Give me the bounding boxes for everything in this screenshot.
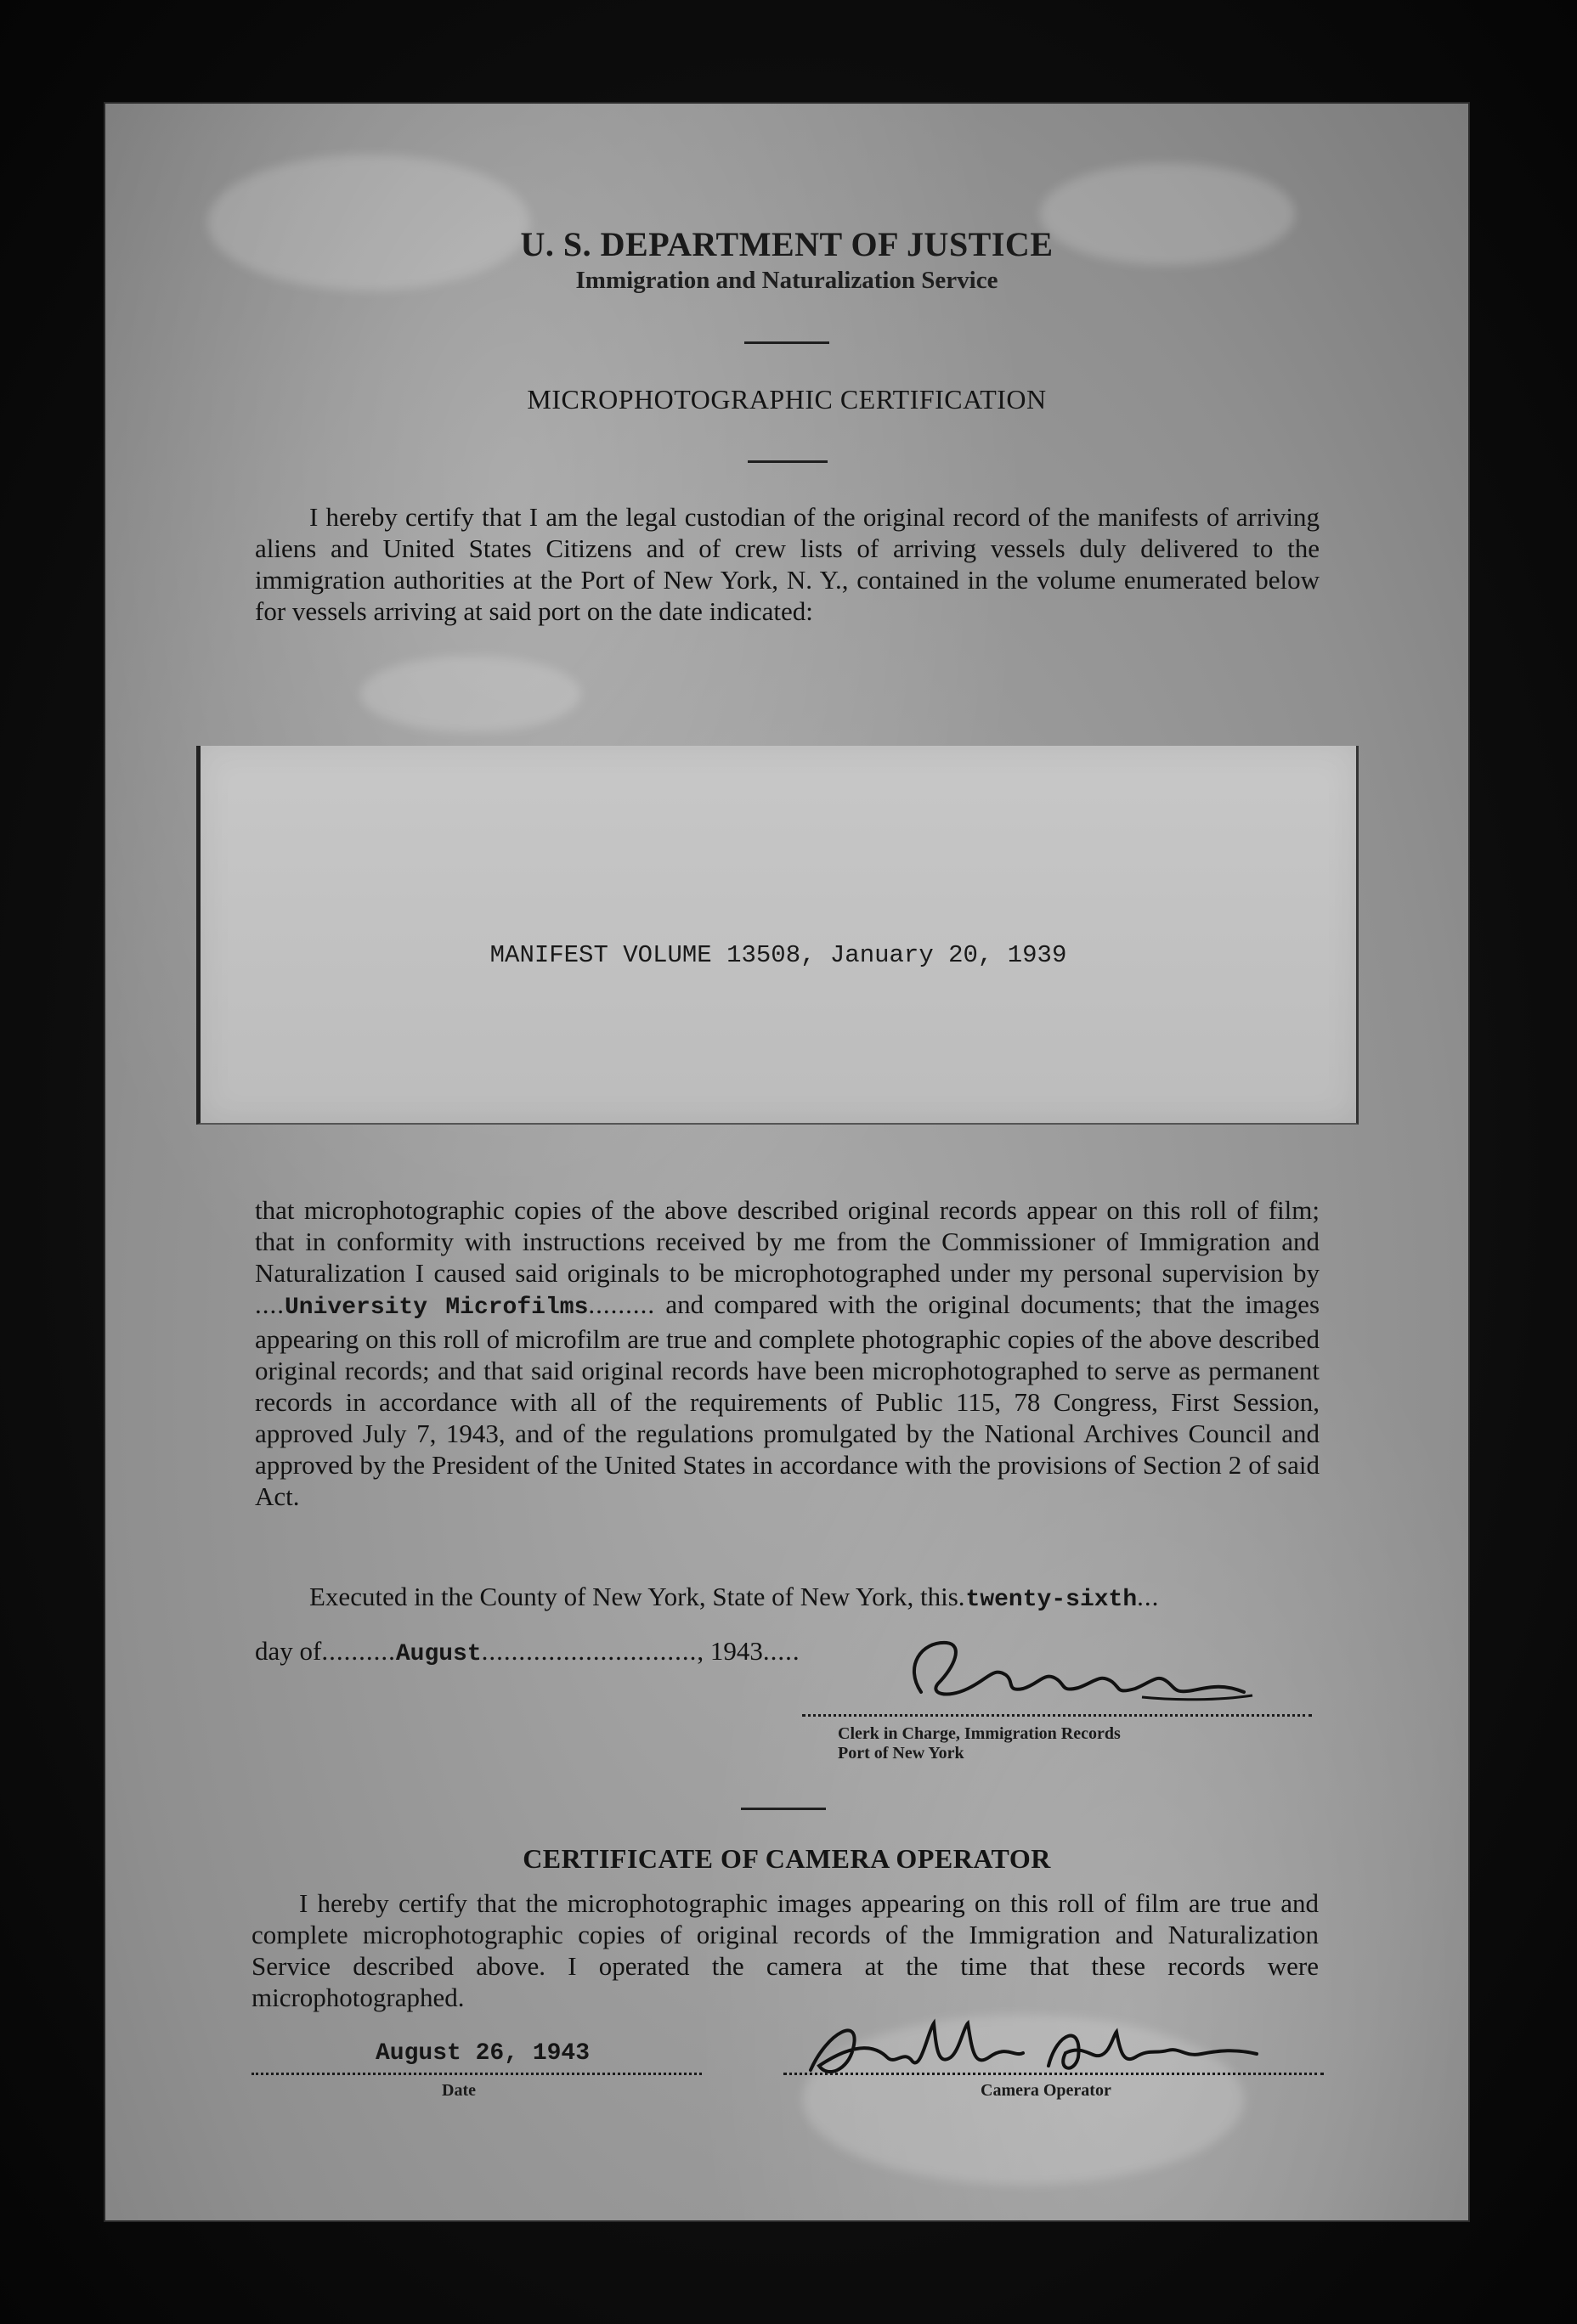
service-heading: Immigration and Naturalization Service bbox=[575, 267, 998, 294]
clerk-title-line2: Port of New York bbox=[838, 1744, 964, 1763]
executed-month: August bbox=[395, 1641, 482, 1667]
body-paragraph bbox=[255, 1194, 1320, 1512]
date-label: Date bbox=[442, 2081, 476, 2100]
film-smudge bbox=[360, 656, 581, 732]
clerk-signature bbox=[887, 1633, 1261, 1718]
body-text-start: that microphotographic copies of the above described original records appear on this roll of film; that in conformity with instructions received by me from the Commissioner of Immigration and Naturalization I caused said originals to be microphotographed under my personal supervision by bbox=[255, 1195, 1320, 1288]
microfilm-company: University Microfilms bbox=[285, 1295, 589, 1321]
camera-date-value: August 26, 1943 bbox=[376, 2040, 591, 2067]
clerk-signature-line bbox=[802, 1714, 1312, 1717]
dotted-fill: .... bbox=[255, 1289, 285, 1319]
day-of-prefix: day of bbox=[255, 1636, 322, 1666]
dotted-fill: ......... bbox=[588, 1289, 656, 1319]
manifest-volume-text: MANIFEST VOLUME 13508, January 20, 1939 bbox=[489, 941, 1067, 969]
manifest-volume-box bbox=[196, 746, 1359, 1125]
dotted-fill: . bbox=[958, 1582, 966, 1611]
clerk-title bbox=[838, 1724, 1121, 1763]
divider bbox=[744, 341, 829, 344]
day-of-line bbox=[255, 1636, 800, 1667]
divider bbox=[741, 1808, 826, 1810]
department-heading: U. S. DEPARTMENT OF JUSTICE bbox=[520, 225, 1054, 263]
dotted-fill: ... bbox=[1137, 1582, 1160, 1611]
certificate-sheet bbox=[105, 104, 1468, 2220]
executed-line bbox=[309, 1582, 1159, 1613]
date-signature-line bbox=[252, 2073, 702, 2075]
camera-operator-signature bbox=[794, 1998, 1269, 2091]
operator-signature-line bbox=[783, 2073, 1324, 2075]
camera-statement: I hereby certify that the microphotographic images appearing on this roll of film are true and complete microphotographic copies of original records of the Immigration and Naturalization Service described above. I operated the camera at the time that these records were microphotographed. bbox=[252, 1888, 1319, 2012]
clerk-title-line1: Clerk in Charge, Immigration Records bbox=[838, 1724, 1121, 1743]
divider bbox=[748, 460, 828, 463]
executed-day: twenty-sixth bbox=[965, 1587, 1138, 1613]
camera-certificate-title: CERTIFICATE OF CAMERA OPERATOR bbox=[523, 1843, 1051, 1874]
dotted-fill: ............................. bbox=[481, 1636, 698, 1666]
body-text-end: and compared with the original documents; that the images appearing on this roll of microfilm are true and complete photographic copies of the above described original records; and that said original records have been microphotographed to serve as permanent records in accordance with all of the requirements of Public 115, 78 Congress, First Session, approved July 7, 1943, and of the regulations promulgated by the National Archives Council and approved by the President of the United States in accordance with the provisions of Section 2 of said Act. bbox=[255, 1289, 1320, 1511]
intro-paragraph: I hereby certify that I am the legal custodian of the original record of the manifests of arriving aliens and United States Citizens and of crew lists of arriving vessels duly delivered to the immigration authorities at the Port of New York, N. Y., contained in the volume enumerated below for vessels arriving at said port on the date indicated: bbox=[255, 502, 1320, 626]
certification-title: MICROPHOTOGRAPHIC CERTIFICATION bbox=[527, 384, 1047, 415]
executed-year: , 1943 bbox=[697, 1636, 763, 1666]
dotted-fill: .......... bbox=[321, 1636, 396, 1666]
camera-operator-label: Camera Operator bbox=[981, 2081, 1111, 2100]
executed-prefix: Executed in the County of New York, State of New York, this bbox=[309, 1582, 958, 1611]
dotted-fill: ..... bbox=[762, 1636, 800, 1666]
